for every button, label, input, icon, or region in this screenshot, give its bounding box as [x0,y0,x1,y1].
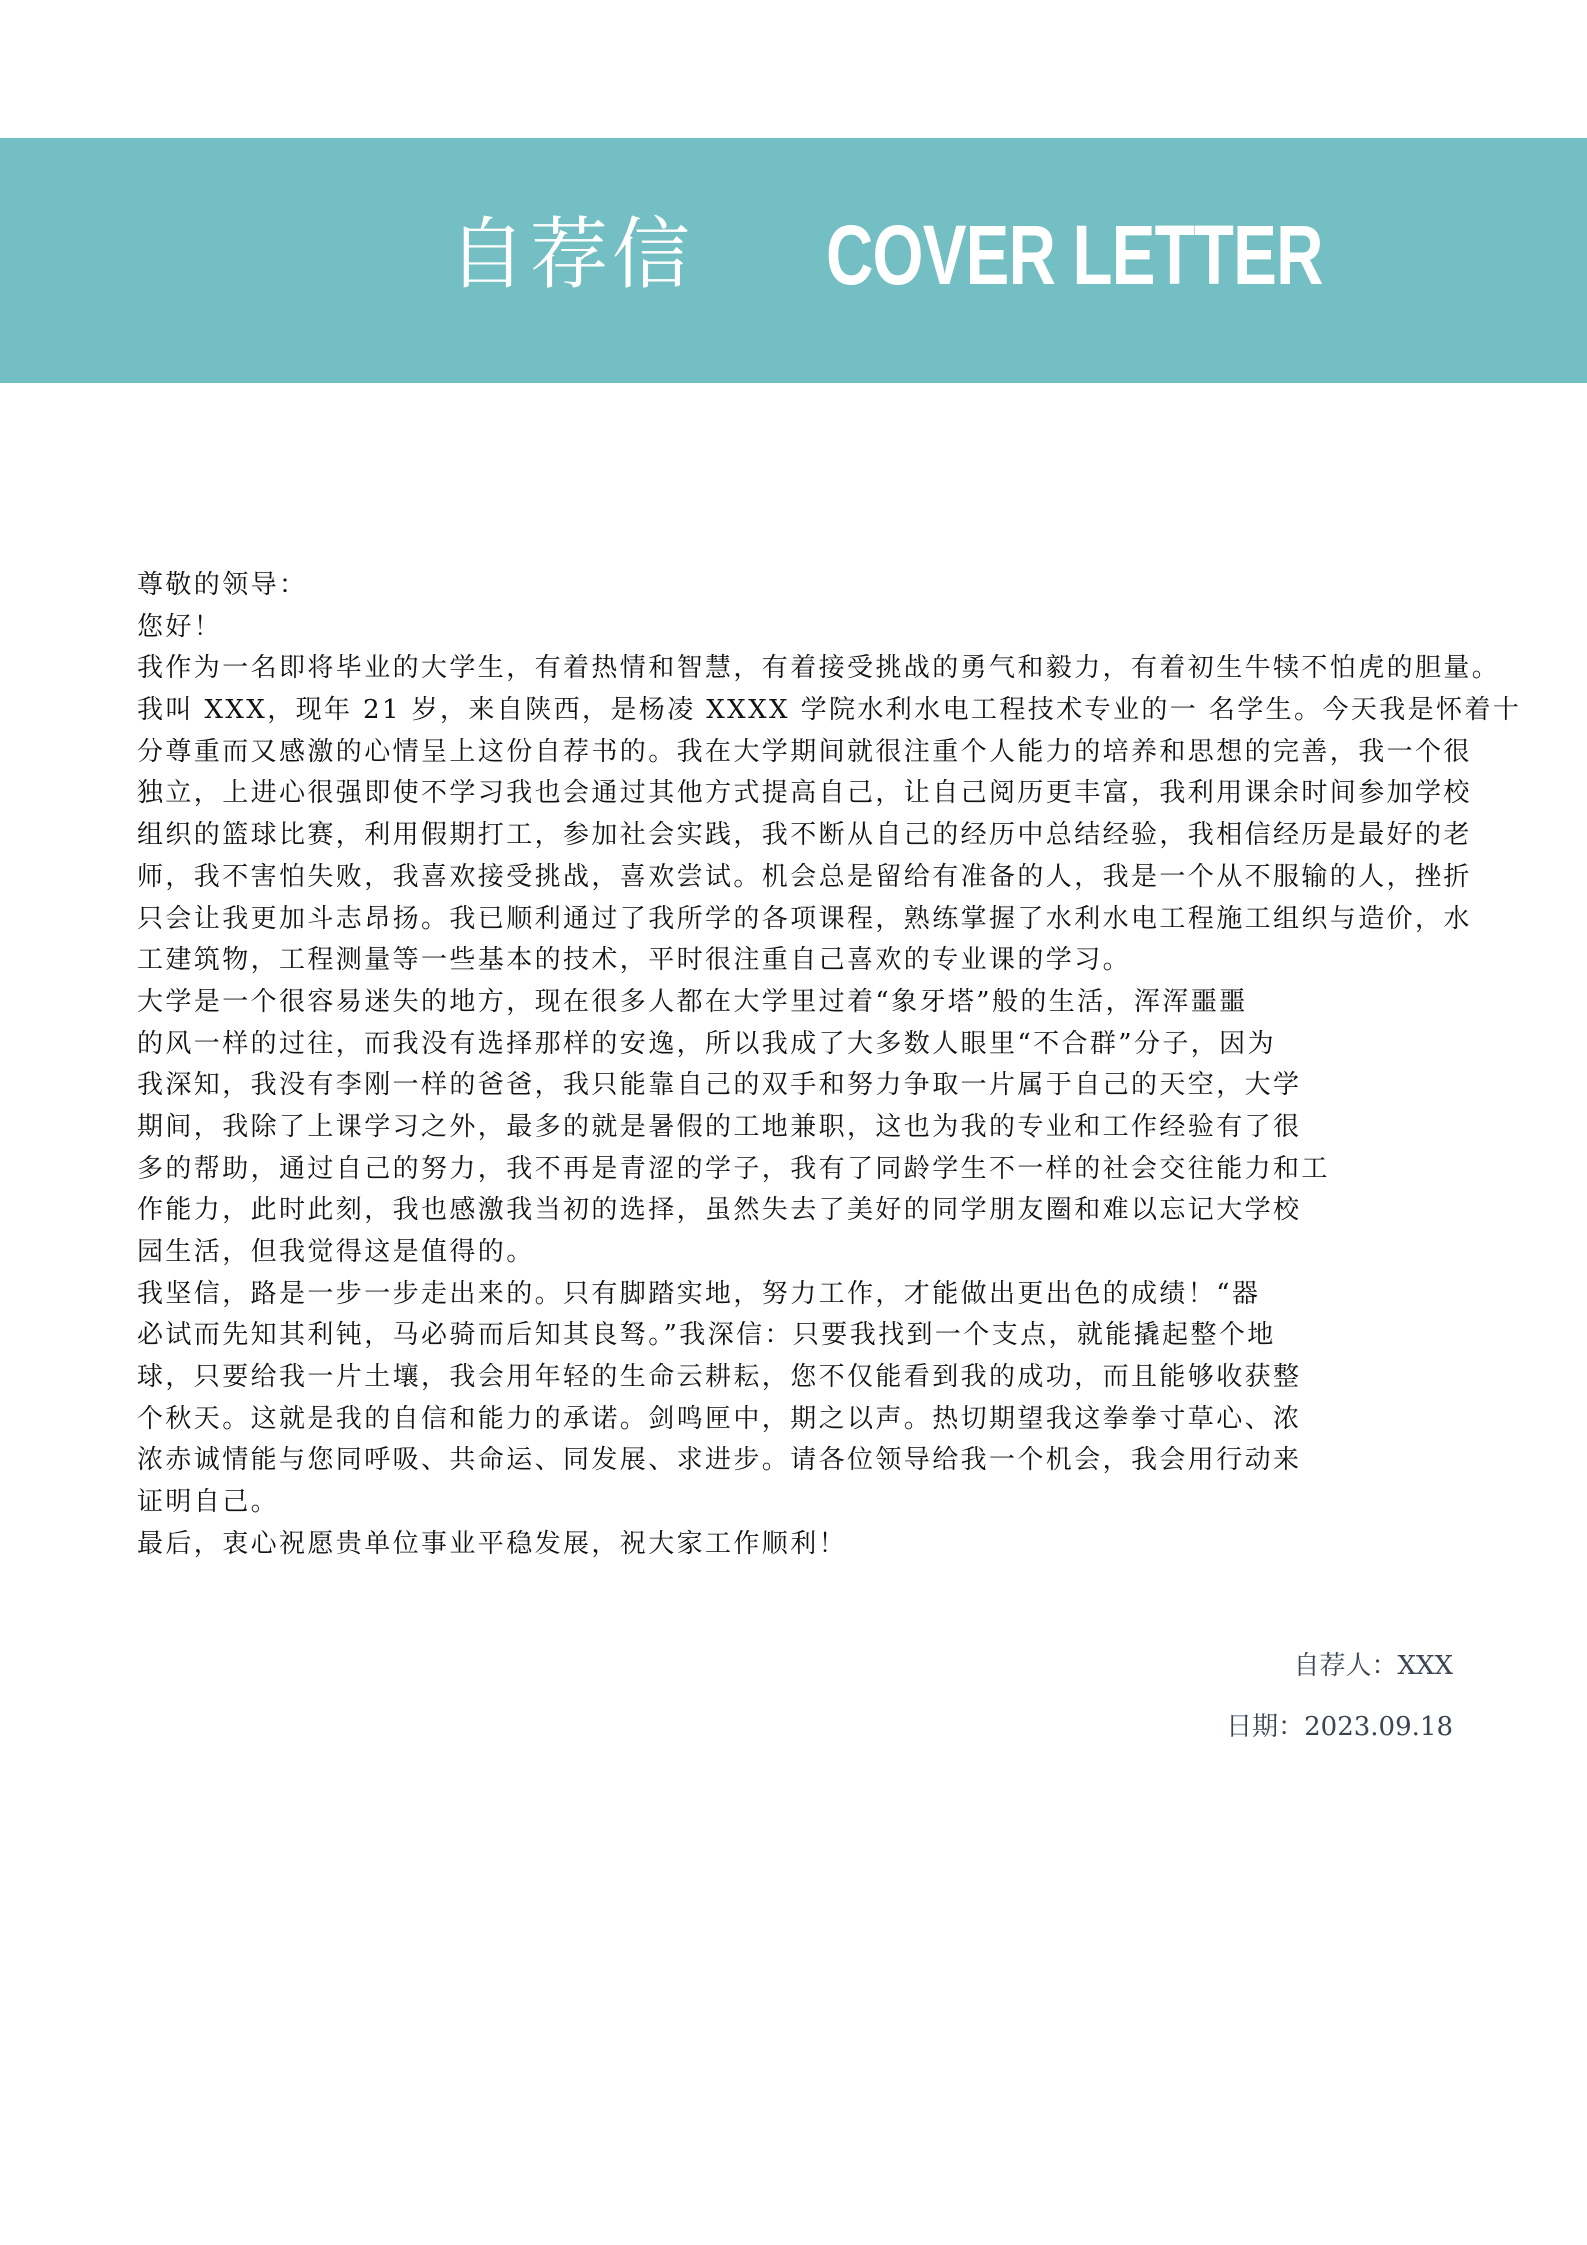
letter-line: 作能力，此时此刻，我也感激我当初的选择，虽然失去了美好的同学朋友圈和难以忘记大学校 [137,1195,1302,1226]
letter-line: 师，我不害怕失败，我喜欢接受挑战，喜欢尝试。机会总是留给有准备的人，我是一个从不服输的人，挫折 [137,861,1472,892]
letter-line: 我坚信，路是一步一步走出来的。只有脚踏实地，努力工作，才能做出更出色的成绩！“器 [137,1278,1261,1309]
letter-line: 的风一样的过往，而我没有选择那样的安逸，所以我成了大多数人眼里“不合群”分子，因为 [137,1028,1276,1059]
letter-line: 只会让我更加斗志昂扬。我已顺利通过了我所学的各项课程，熟练掌握了水利水电工程施工组织与造价，水 [137,903,1472,934]
title-chinese: 自荐信 [448,210,695,300]
letter-line: 您好！ [137,611,223,642]
letter-line: 浓赤诚情能与您同呼吸、共命运、同发展、求进步。请各位领导给我一个机会，我会用行动来 [137,1445,1302,1476]
letter-body [137,565,1522,1566]
letter-line: 证明自己。 [137,1487,280,1518]
letter-line: 分尊重而又感激的心情呈上这份自荐书的。我在大学期间就很注重个人能力的培养和思想的完善，我一个很 [137,736,1472,767]
letter-line: 组织的篮球比赛，利用假期打工，参加社会实践，我不断从自己的经历中总结经验，我相信经历是最好的老 [137,820,1472,851]
letter-line: 多的帮助，通过自己的努力，我不再是青涩的学子，我有了同龄学生不一样的社会交往能力和工 [137,1153,1330,1184]
letter-line: 园生活，但我觉得这是值得的。 [137,1237,535,1267]
letter-line: 最后，衷心祝愿贵单位事业平稳发展，祝大家工作顺利！ [137,1528,848,1559]
letter-line: 独立，上进心很强即使不学习我也会通过其他方式提高自己，让自己阅历更丰富，我利用课余时间参加学校 [137,778,1472,809]
signature-name: 自荐人：XXX [1293,1651,1453,1681]
title-english: COVER LETTER [826,208,1323,302]
letter-line: 我作为一名即将毕业的大学生，有着热情和智慧，有着接受挑战的勇气和毅力，有着初生牛犊不怕虎的胆量。 [137,653,1501,684]
letter-line: 尊敬的领导： [137,570,308,600]
letter-line: 个秋天。这就是我的自信和能力的承诺。剑鸣匣中，期之以声。热切期望我这拳拳寸草心、浓 [137,1403,1302,1434]
header-banner [0,138,1587,383]
letter-line: 必试而先知其利钝，马必骑而后知其良驽。”我深信：只要我找到一个支点，就能撬起整个地 [137,1320,1276,1351]
letter-line: 我叫 XXX，现年 21 岁，来自陕西，是杨凌 XXXX 学院水利水电工程技术专业的一 名学生。今天我是怀着十 [137,695,1522,726]
signature-date: 日期：2023.09.18 [1226,1712,1453,1742]
letter-line: 期间，我除了上课学习之外，最多的就是暑假的工地兼职，这也为我的专业和工作经验有了很 [137,1111,1302,1142]
letter-line: 大学是一个很容易迷失的地方，现在很多人都在大学里过着“象牙塔”般的生活，浑浑噩噩 [137,986,1248,1017]
letter-line: 我深知，我没有李刚一样的爸爸，我只能靠自己的双手和努力争取一片属于自己的天空，大学 [137,1070,1302,1101]
letter-line: 球，只要给我一片土壤，我会用年轻的生命云耕耘，您不仅能看到我的成功，而且能够收获整 [137,1362,1302,1393]
letter-line: 工建筑物，工程测量等一些基本的技术，平时很注重自己喜欢的专业课的学习。 [137,945,1132,976]
